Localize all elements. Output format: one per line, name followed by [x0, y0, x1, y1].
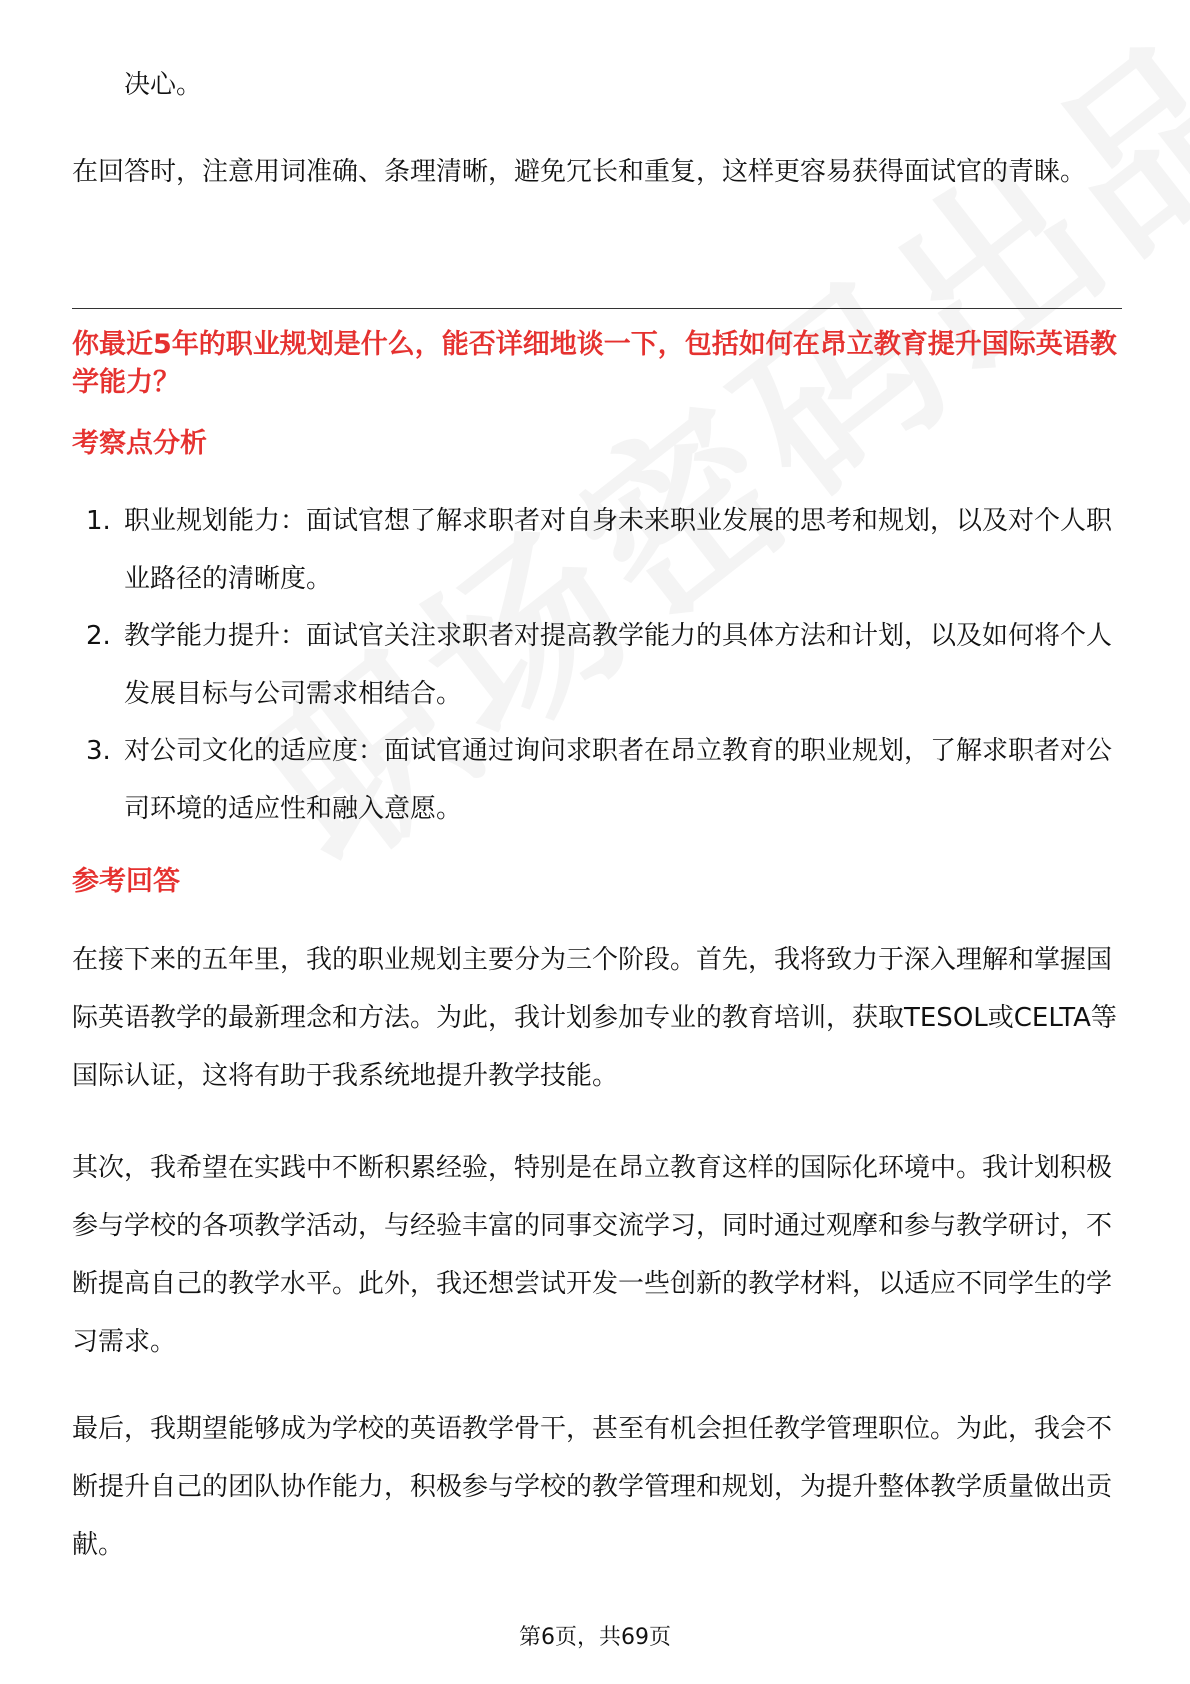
- answer-paragraph: 在接下来的五年里，我的职业规划主要分为三个阶段。首先，我将致力于深入理解和掌握国际英语教学的最新理念和方法。为此，我计划参加专业的教育培训，获取TESOL或CELTA等国际认证，这将有助于我系统地提升教学技能。: [72, 945, 1117, 1091]
- page-number: 第6页，共69页: [519, 1625, 671, 1650]
- section-divider: [72, 308, 1122, 309]
- list-item: [72, 492, 1122, 608]
- answer-paragraph: 最后，我期望能够成为学校的英语教学骨干，甚至有机会担任教学管理职位。为此，我会不断提升自己的团队协作能力，积极参与学校的教学管理和规划，为提升整体教学质量做出贡献。: [72, 1414, 1113, 1560]
- list-item-number: 1.: [86, 506, 111, 536]
- analysis-heading: 考察点分析: [72, 428, 207, 459]
- answer-paragraph: 其次，我希望在实践中不断积累经验，特别是在昂立教育这样的国际化环境中。我计划积极参与学校的各项教学活动，与经验丰富的同事交流学习，同时通过观摩和参与教学研讨，不断提高自己的教学水平。此外，我还想尝试开发一些创新的教学材料，以适应不同学生的学习需求。: [72, 1153, 1113, 1357]
- answer-heading: 参考回答: [72, 866, 180, 897]
- list-item-text: 教学能力提升：面试官关注求职者对提高教学能力的具体方法和计划，以及如何将个人发展目标与公司需求相结合。: [124, 621, 1113, 709]
- list-item-number: 2.: [86, 621, 111, 651]
- answer-tip-paragraph: 在回答时，注意用词准确、条理清晰，避免冗长和重复，这样更容易获得面试官的青睐。: [72, 157, 1087, 187]
- list-item: [72, 607, 1122, 723]
- list-item-text: 职业规划能力：面试官想了解求职者对自身未来职业发展的思考和规划，以及对个人职业路径的清晰度。: [124, 506, 1113, 594]
- list-item-text: 对公司文化的适应度：面试官通过询问求职者在昂立教育的职业规划，了解求职者对公司环境的适应性和融入意愿。: [124, 736, 1113, 824]
- list-item: [72, 722, 1122, 838]
- continuation-text: 决心。: [124, 70, 203, 100]
- analysis-list: [72, 492, 1122, 837]
- list-item-number: 3.: [86, 736, 111, 766]
- interview-question: 你最近5年的职业规划是什么，能否详细地谈一下，包括如何在昂立教育提升国际英语教学能力？: [72, 329, 1117, 398]
